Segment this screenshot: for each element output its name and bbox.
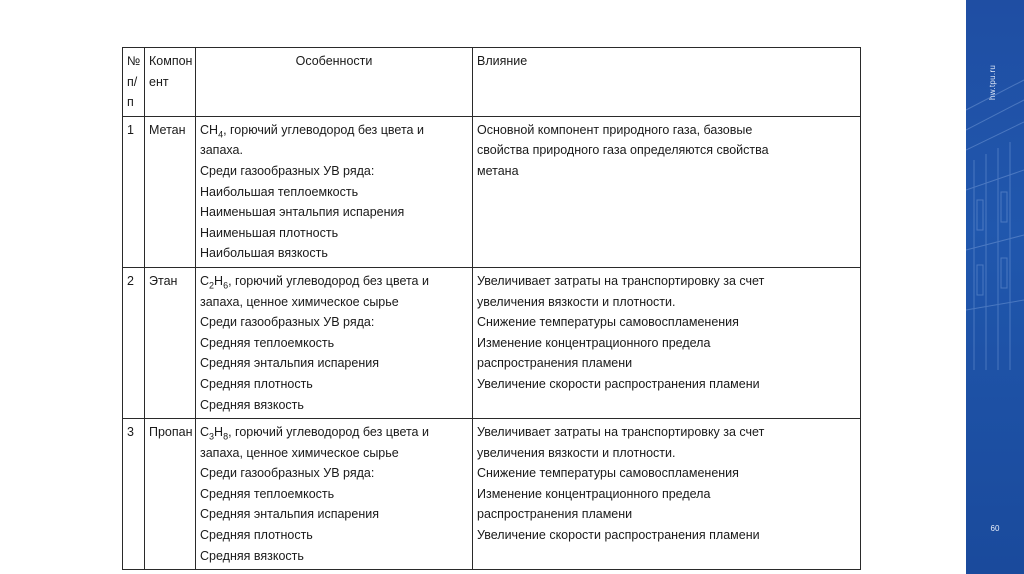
header-component-cell: Компон ент	[145, 48, 196, 117]
row-features: $CH_4$, горючий углеводород без цвета и запаха. Среди газообразных УВ ряда: Наибольшая теплоемкость Наименьшая энтальпия испарения Наименьшая плотность Наибольшая вязкость	[196, 116, 473, 267]
row-num: 2	[123, 267, 145, 418]
row-num: 3	[123, 419, 145, 570]
page-number: 60	[990, 524, 1000, 533]
row-component: Этан	[145, 267, 196, 418]
building-watermark-icon	[966, 70, 1024, 370]
table-row	[123, 419, 861, 570]
site-url: hw.tpu.ru	[988, 64, 997, 100]
header-features-cell: Особенности	[196, 48, 473, 117]
header-num-cell: № п/ п	[123, 48, 145, 117]
row-component: Пропан	[145, 419, 196, 570]
components-table	[122, 47, 861, 570]
formula-line: $C_3H_8$, горючий углеводород без цвета и	[200, 425, 429, 442]
row-num: 1	[123, 116, 145, 267]
brand-sidebar	[966, 0, 1024, 574]
table-header-row	[123, 48, 861, 117]
row-features: $C_2H_6$, горючий углеводород без цвета и запаха, ценное химическое сырье Среди газообразных УВ ряда: Средняя теплоемкость Средняя энтальпия испарения Средняя плотность Средняя вязкость	[196, 267, 473, 418]
formula-line: $C_2H_6$, горючий углеводород без цвета и	[200, 273, 429, 291]
table-row	[123, 267, 861, 418]
row-influence: Увеличивает затраты на транспортировку за счет увеличения вязкости и плотности. Снижение температуры самовоспламенения Изменение концентрационного предела распространения пламени Увеличение скорости распространения пламени	[473, 419, 861, 570]
formula-line: $CH_4$, горючий углеводород без цвета и	[200, 122, 424, 140]
header-influence-cell: Влияние	[473, 48, 861, 117]
row-influence: Увеличивает затраты на транспортировку за счет увеличения вязкости и плотности. Снижение температуры самовоспламенения Изменение концентрационного предела распространения пламени Увеличение скорости распространения пламени	[473, 267, 861, 418]
row-influence: Основной компонент природного газа, базовые свойства природного газа определяются свойства метана	[473, 116, 861, 267]
row-features: $C_3H_8$, горючий углеводород без цвета и запаха, ценное химическое сырье Среди газообразных УВ ряда: Средняя теплоемкость Средняя энтальпия испарения Средняя плотность Средняя вязкость	[196, 419, 473, 570]
row-component: Метан	[145, 116, 196, 267]
table-row	[123, 116, 861, 267]
